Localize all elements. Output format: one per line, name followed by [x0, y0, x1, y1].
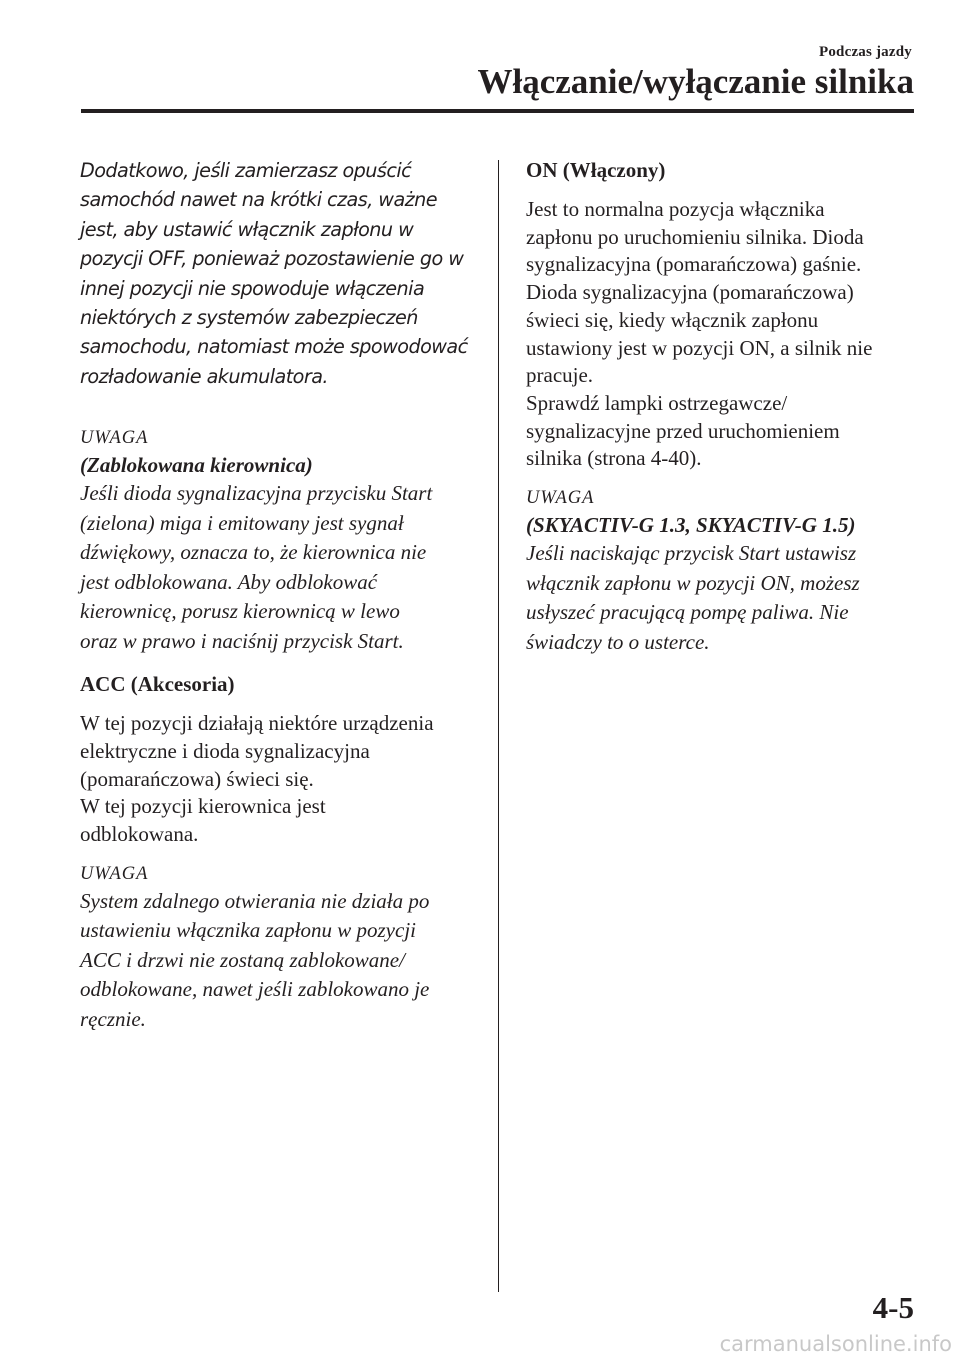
note-label: UWAGA: [526, 488, 595, 509]
text-line: ustawiony jest w pozycji ON, a silnik nie: [526, 335, 873, 360]
text-line: pracuje.: [526, 363, 594, 388]
text-line: ustawieniu włącznika zapłonu w pozycji: [80, 918, 416, 943]
text-line: oraz w prawo i naciśnij przycisk Start.: [80, 628, 404, 653]
text-line: samochód nawet na krótki czas, ważne: [80, 188, 438, 212]
on-paragraph: [526, 196, 916, 473]
caution-paragraph: [80, 156, 482, 391]
text-line: włącznik zapłonu w pozycji ON, możesz: [526, 570, 860, 595]
watermark: carmanualsonline.info: [719, 1332, 952, 1356]
text-line: odblokowana.: [80, 822, 199, 847]
text-line: (zielona) miga i emitowany jest sygnał: [80, 510, 404, 535]
column-divider: [498, 160, 499, 1292]
text-line: silnika (strona 4-40).: [526, 446, 702, 471]
note-paragraph: [80, 479, 482, 656]
text-line: W tej pozycji działają niektóre urządzenia: [80, 711, 434, 736]
text-line: kierownicę, porusz kierownicą w lewo: [80, 599, 400, 624]
text-line: samochodu, natomiast może spowodować: [80, 335, 468, 359]
text-line: jest, aby ustawić włącznik zapłonu w: [80, 217, 414, 241]
acc-paragraph: [80, 710, 482, 849]
note-label: UWAGA: [80, 428, 149, 449]
text-line: odblokowane, nawet jeśli zablokowano je: [80, 977, 430, 1002]
text-line: W tej pozycji kierownica jest: [80, 794, 326, 819]
right-column: [526, 156, 916, 671]
text-line: niektórych z systemów zabezpieczeń: [80, 306, 418, 330]
text-line: rozładowanie akumulatora.: [80, 364, 328, 388]
text-line: jest odblokowana. Aby odblokować: [80, 569, 378, 594]
text-line: ręcznie.: [80, 1006, 146, 1031]
section-heading-on: ON (Włączony): [526, 158, 666, 182]
text-line: pozycji OFF, ponieważ pozostawienie go w: [80, 247, 464, 271]
text-line: sygnalizacyjne przed uruchomieniem: [526, 418, 840, 443]
text-line: (pomarańczowa) świeci się.: [80, 766, 314, 791]
note-label: UWAGA: [80, 863, 149, 884]
note-heading: (Zablokowana kierownica): [80, 453, 313, 478]
text-line: innej pozycji nie spowoduje włączenia: [80, 276, 425, 300]
text-line: Jest to normalna pozycja włącznika: [526, 197, 825, 221]
text-line: Jeśli naciskając przycisk Start ustawisz: [526, 541, 857, 566]
text-line: elektryczne i dioda sygnalizacyjna: [80, 738, 370, 763]
text-line: świeci się, kiedy włącznik zapłonu: [526, 307, 819, 332]
text-line: ACC i drzwi nie zostaną zablokowane/: [80, 947, 405, 972]
page-number: 4-5: [872, 1290, 914, 1325]
header-rule: [81, 109, 914, 113]
text-line: zapłonu po uruchomieniu silnika. Dioda: [526, 224, 864, 249]
text-line: Dioda sygnalizacyjna (pomarańczowa): [526, 280, 854, 305]
text-line: usłyszeć pracującą pompę paliwa. Nie: [526, 600, 849, 625]
text-line: sygnalizacyjna (pomarańczowa) gaśnie.: [526, 252, 862, 277]
text-line: świadczy to o usterce.: [526, 629, 710, 654]
section-name: Podczas jazdy: [818, 44, 912, 60]
text-line: System zdalnego otwierania nie działa po: [80, 888, 430, 913]
text-line: Dodatkowo, jeśli zamierzasz opuścić: [80, 159, 412, 182]
section-heading-acc: ACC (Akcesoria): [80, 672, 235, 697]
note-paragraph: [80, 887, 482, 1035]
text-line: Jeśli dioda sygnalizacyjna przycisku Start: [80, 481, 433, 506]
note-heading: (SKYACTIV-G 1.3, SKYACTIV-G 1.5): [526, 513, 856, 538]
text-line: dźwiękowy, oznacza to, że kierownica nie: [80, 540, 427, 565]
note-paragraph: [526, 539, 916, 657]
text-line: Sprawdź lampki ostrzegawcze/: [526, 390, 788, 415]
page-title: Włączanie/wyłączanie silnika: [477, 62, 914, 101]
left-column: [80, 156, 482, 1048]
